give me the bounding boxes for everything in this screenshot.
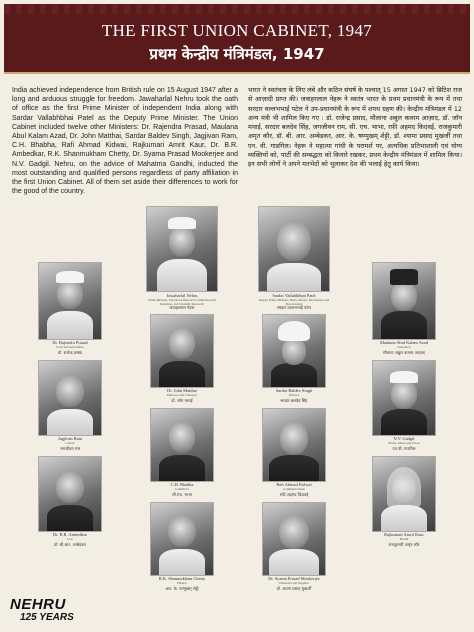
caption-role: Labour: [65, 441, 75, 445]
caption-name: Dr. Syama Prasad Mookerjee: [268, 576, 320, 581]
portrait-patel: [258, 206, 330, 314]
portrait-kaur: [372, 456, 436, 550]
caption-role: Industries and Supplies: [279, 581, 309, 585]
caption-name-hindi: डॉ. श्यामा प्रसाद मुखर्जी: [276, 586, 312, 591]
photo-gadgil: [372, 360, 436, 436]
photo-mookerjee: [262, 502, 326, 576]
caption-role: Finance: [176, 581, 188, 585]
caption-name: Dr. John Matthai: [167, 388, 197, 393]
caption-role: Law: [67, 537, 73, 541]
caption-name: Dr. B.R. Ambedkar: [52, 532, 88, 537]
caption-name: Rafi Ahmad Kidwai: [276, 482, 312, 487]
photo-bhabha: [150, 408, 214, 482]
caption-role: Commerce: [175, 487, 189, 491]
caption-name: Sardar Vallabhbhai Patel: [272, 293, 316, 298]
portrait-baldev: [262, 314, 326, 406]
photo-baldev: [262, 314, 326, 388]
photo-matthai: [150, 314, 214, 388]
portrait-matthai: [150, 314, 214, 406]
caption-role: Communications: [283, 487, 305, 491]
caption-name-hindi: डॉ. राजेन्द्र प्रसाद: [57, 350, 83, 355]
caption-name: N.V. Gadgil: [393, 436, 415, 441]
nehru-125-logo: [6, 596, 92, 626]
caption-name-hindi: डॉ. जॉन मथाई: [171, 398, 193, 403]
caption-name: Sardar Baldev Singh: [275, 388, 313, 393]
portrait-mookerjee: [262, 502, 326, 594]
header-banner: [4, 4, 470, 74]
photo-kidwai: [262, 408, 326, 482]
caption-name: Rajkumari Amrit Kaur: [384, 532, 424, 537]
caption-role: Railways and Transport: [166, 393, 198, 397]
photo-ambedkar: [38, 456, 102, 532]
photo-kaur: [372, 456, 436, 532]
portrait-gadgil: [372, 360, 436, 454]
caption-name-hindi: रफ़ी अहमद किदवई: [279, 492, 309, 497]
portrait-prasad: [38, 262, 102, 358]
caption-name: Jawaharlal Nehru: [166, 293, 198, 298]
photo-prasad: [38, 262, 102, 340]
caption-name: R.K. Shanmukham Chetty: [158, 576, 206, 581]
title-english: THE FIRST UNION CABINET, 1947: [101, 21, 373, 40]
caption-name-hindi: सरदार बलदेव सिंह: [280, 398, 308, 403]
portrait-bhabha: [150, 408, 214, 500]
portrait-nehru: [146, 206, 218, 314]
caption-role: Prime Minister, External Affairs and Commonwealth Relations, and Scientific Research: [148, 298, 216, 306]
portrait-chetty: [150, 502, 214, 594]
caption-name-hindi: जवाहरलाल नेहरू: [169, 305, 195, 310]
photo-azad: [372, 262, 436, 340]
intro-text-hindi: भारत ने स्वतंत्रता के लिए लंबे और कठिन संघर्ष के पश्चात् 15 अगस्त 1947 को ब्रिटिश राज से आज़ादी प्राप्त की। जवाहरलाल नेहरू ने स्वतंत्र भारत के प्रथम प्रधानमंत्री के रूप में तथा सरदार वल्लभभाई पटेल ने उप-प्रधानमंत्री के रूप में शपथ ग्रहण की। केन्द्रीय मंत्रिमंडल में 12 अन्य मंत्री भी शामिल किए गए : डॉ. राजेन्द्र प्रसाद, मौलाना अबुल कलाम आज़ाद, डॉ. जॉन मथाई, सरदार बलदेव सिंह, जगजीवन राम, सी. एच. भाभा, रफ़ी अहमद किदवई, राजकुमारी अमृत कौर, डॉ. बी. आर. अम्बेडकर, आर. के. षण्मुखम् शेट्टी, डॉ. श्यामा प्रसाद मुखर्जी तथा एन. वी. गाडगिल। नेहरू ने महात्मा गांधी के परामर्श पर, अत्यधिक प्रतिभाशाली एवं योग्य व्यक्तियों को, पार्टी की सम्बद्धता को किनारे रखकर, प्रथम केन्द्रीय मंत्रिमंडल में शामिल किया। इन सभी लोगों ने अपने मतभेदों को भुलाकर देश की भलाई हेतु कार्य किया।: [248, 86, 462, 169]
caption-role: Defence: [288, 393, 300, 397]
photo-nehru: [146, 206, 218, 292]
title-hindi: प्रथम केन्द्रीय मंत्रिमंडल, 1947: [149, 45, 325, 63]
caption-name-hindi: डॉ. बी.आर. अम्बेडकर: [53, 542, 87, 547]
photo-chetty: [150, 502, 214, 576]
caption-role: Education: [397, 345, 411, 349]
caption-role: Food and Agriculture: [56, 345, 84, 349]
photo-patel: [258, 206, 330, 292]
caption-name: Dr. Rajendra Prasad: [52, 340, 88, 345]
header-pattern: [4, 4, 470, 14]
intro-text-english: India achieved independence from British rule on 15 August 1947 after a long and arduous struggle for freedom. Jawaharlal Nehru took the oath of office as the first Prime Minister of independent India along with Sardar Vallabhbhai Patel as the Deputy Prime Minister. The Union Cabinet included twelve other Ministers: Dr. Rajendra Prasad, Maulana Abul Kalam Azad, Dr. John Matthai, Sardar Baldev Singh, Jagjivan Ram, C.H. Bhabha, Rafi Ahmad Kidwai, Rajkumari Amrit Kaur, Dr. B.R. Ambedkar, R.K. Shanmukham Chetty, Dr. Syama Prasad Mookerjee and N.V. Gadgil. Nehru, on the advice of Mahatma Gandhi, inducted the most outstanding and qualified persons regardless of party affiliation in the first Union Cabinet. All of them set aside their differences to work for the good of the country.: [12, 87, 238, 196]
caption-role: Health: [399, 537, 409, 541]
portrait-kidwai: [262, 408, 326, 500]
portrait-ambedkar: [38, 456, 102, 550]
caption-name: Jagjivan Ram: [57, 436, 83, 441]
caption-name-hindi: सरदार वल्लभभाई पटेल: [276, 305, 312, 310]
portrait-jagjivan: [38, 360, 102, 454]
logo-word: NEHRU: [10, 596, 66, 613]
caption-role: Works, Mines and Power: [387, 441, 421, 445]
caption-name: C.H. Bhabha: [170, 482, 194, 487]
portrait-azad: [372, 262, 436, 358]
caption-name-hindi: सी.एच. भाभा: [171, 492, 192, 497]
caption-name-hindi: आर. के. षण्मुखम् शेट्टी: [165, 586, 199, 591]
logo-subtitle: 125 YEARS: [20, 612, 74, 623]
caption-name-hindi: राजकुमारी अमृत कौर: [388, 542, 420, 547]
photo-jagjivan: [38, 360, 102, 436]
caption-name-hindi: मौलाना अबुल कलाम आज़ाद: [383, 350, 425, 355]
caption-name-hindi: एन.वी. गाडगिल: [392, 446, 416, 451]
caption-role: Deputy Prime Minister, Home Affairs, Information and Broadcasting: [258, 298, 330, 306]
caption-name: Maulana Abul Kalam Azad: [380, 340, 428, 345]
caption-name-hindi: जगजीवन राम: [59, 446, 80, 451]
